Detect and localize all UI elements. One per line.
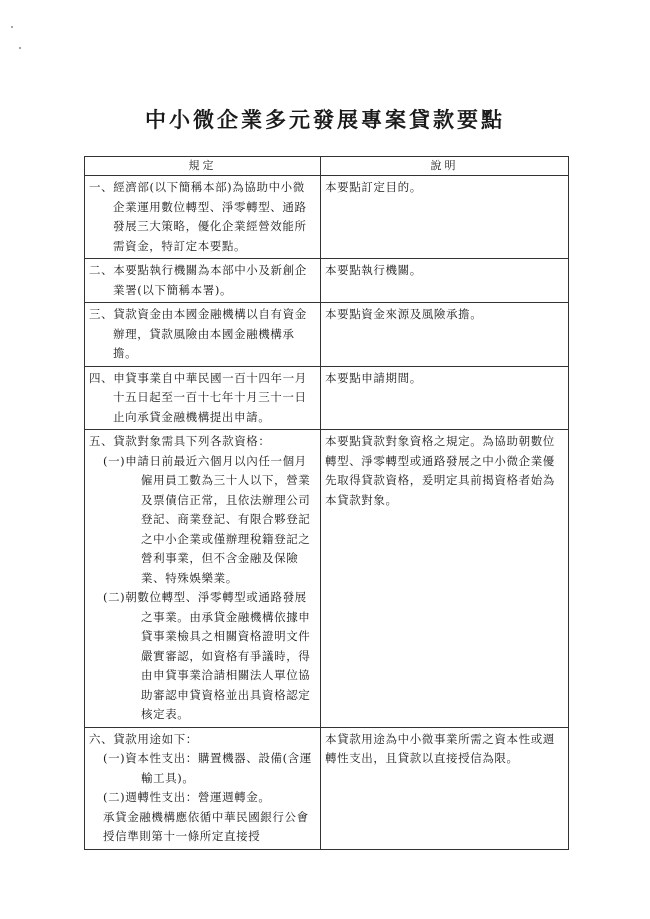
table-row: [85, 303, 569, 367]
table-row: [85, 259, 569, 303]
table-row: [85, 727, 569, 849]
table-row: [85, 430, 569, 728]
note-text: 本要點資金來源及風險承擔。: [325, 307, 483, 321]
rule-item: (一)資本性支出：購置機器、設備(含運輸工具)。: [103, 751, 312, 785]
note-text: 本要點貸款對象資格之規定。為協助朝數位轉型、淨零轉型或通路發展之中小微企業優先取得貸款資格，爰明定具前揭資格者始為本貸款對象。: [325, 434, 555, 507]
rule-item: (二)週轉性支出：營運週轉金。: [103, 790, 271, 804]
rule-text: 三、貸款資金由本國金融機構以自有資金辦理，貸款風險由本國金融機構承擔。: [89, 307, 307, 360]
note-text: 本貸款用途為中小微事業所需之資本性或週轉性支出，且貸款以直接授信為限。: [325, 731, 555, 765]
rule-item: (二)朝數位轉型、淨零轉型或通路發展之事業。由承貸金融機構依據申貸事業檢具之相關資格證明文件嚴實審認，如資格有爭議時，得由申貸事業洽請相關法人單位協助審認申貸資格並出具資格認定核定表。: [103, 590, 311, 721]
rule-text: 四、申貸事業自中華民國一百十四年一月十五日起至一百十七年十月三十一日止向承貸金融機構提出申請。: [89, 370, 307, 424]
note-text: 本要點申請期間。: [325, 370, 422, 385]
header-note: 說明: [321, 157, 569, 176]
regulation-table: [84, 156, 569, 850]
rule-lead: 六、貸款用途如下：: [89, 731, 198, 746]
rule-lead: 五、貸款對象需具下列各款資格：: [89, 434, 271, 448]
rule-text: 一、經濟部(以下簡稱本部)為協助中小微企業運用數位轉型、淨零轉型、通路發展三大策略，優化企業經營效能所需資金，特訂定本要點。: [89, 180, 307, 253]
rule-text: 二、本要點執行機關為本部中小及新創企業署(以下簡稱本署)。: [89, 263, 307, 297]
rule-tail: 承貸金融機構應依循中華民國銀行公會授信準則第十一條所定直接授: [103, 809, 309, 843]
note-text: 本要點執行機關。: [325, 263, 422, 277]
table-header-row: [85, 157, 569, 176]
scan-speck: [19, 47, 21, 49]
document-title: 中小微企業多元發展專案貸款要點: [145, 107, 505, 132]
rule-item: (一)申請日前最近六個月以內任一個月僱用員工數為三十人以下，營業及票債信正常，且依法辦理公司登記、商業登記、有限合夥登記之中小企業或僅辦理稅籍登記之營利事業，但不含金融及保險業、特殊娛樂業。: [103, 453, 311, 585]
note-text: 本要點訂定目的。: [325, 180, 422, 194]
header-rule: 規定: [85, 157, 321, 176]
table-row: [85, 366, 569, 430]
scan-speck: [11, 26, 13, 28]
table-row: [85, 176, 569, 259]
